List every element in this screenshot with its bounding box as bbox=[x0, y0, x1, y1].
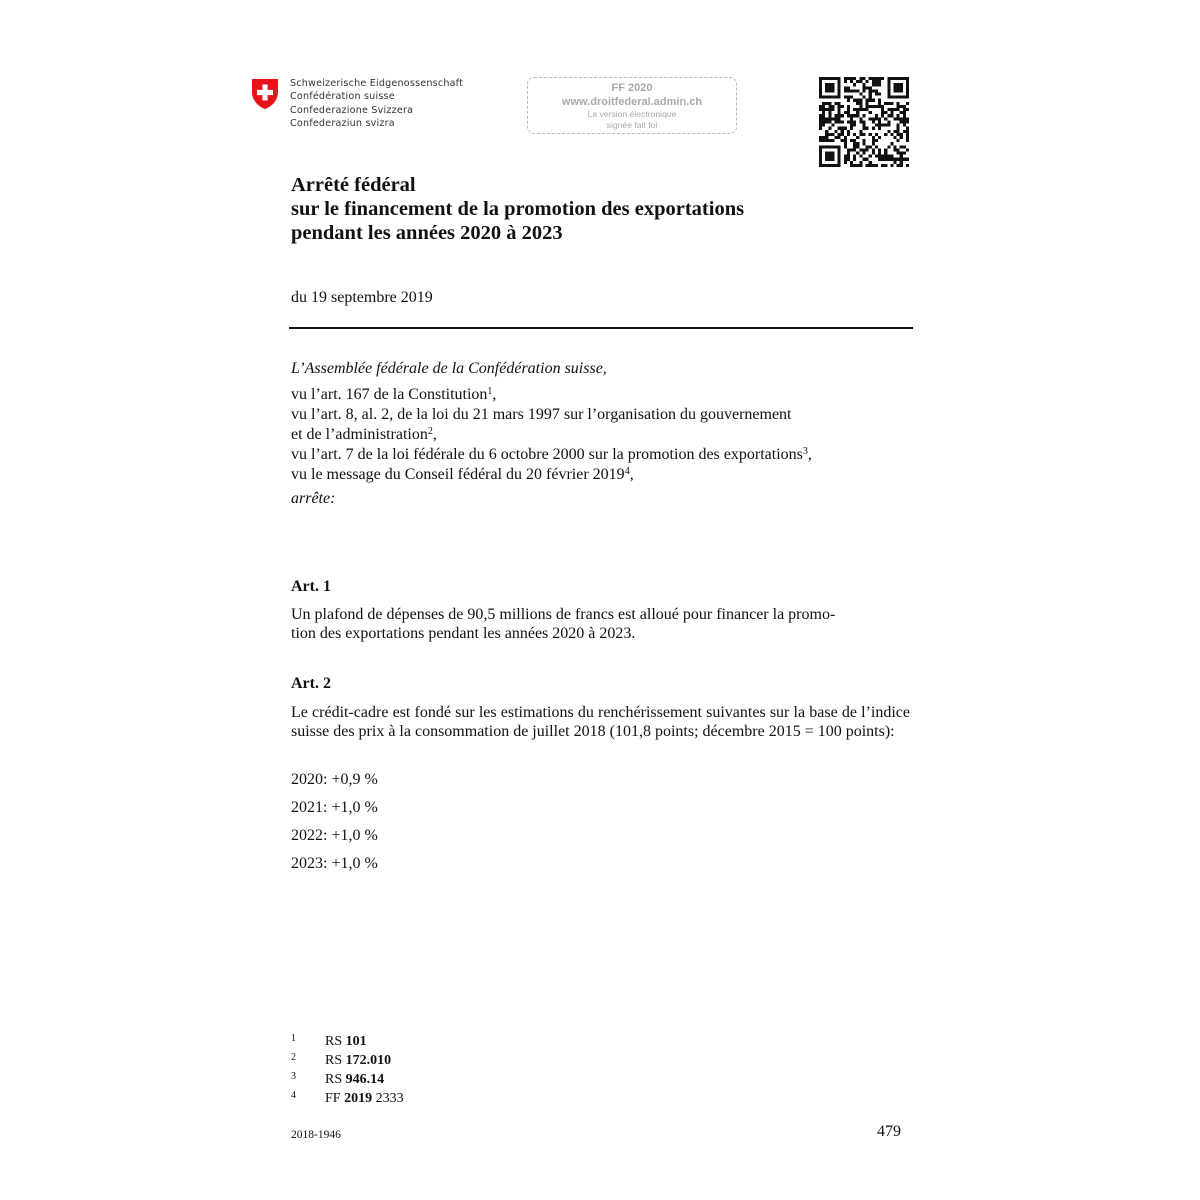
article-heading: Art. 2 bbox=[291, 675, 331, 692]
rate-item: 2021: +1,0 % bbox=[291, 799, 378, 816]
footnote-ref-link[interactable]: 2019 bbox=[344, 1091, 373, 1106]
assembly-line: L’Assemblée fédérale de la Confédération suisse, bbox=[291, 360, 607, 377]
logo-line: Confédération suisse bbox=[290, 91, 395, 103]
title-line: sur le financement de la promotion des exportations bbox=[291, 198, 745, 220]
footnote-ref-link[interactable]: 101 bbox=[345, 1034, 367, 1049]
article-heading: Art. 1 bbox=[291, 578, 331, 595]
stamp-url: www.droitfederal.admin.ch bbox=[561, 96, 703, 108]
ff-stamp bbox=[527, 77, 737, 134]
preamble-punct: , bbox=[807, 446, 812, 463]
footnote-prefix: RS bbox=[325, 1072, 346, 1087]
footnote-ref-link[interactable]: 172.010 bbox=[345, 1053, 392, 1068]
inflation-rates bbox=[291, 770, 378, 882]
logo-line: Confederaziun svizra bbox=[290, 118, 395, 130]
preamble-line: vu l’art. 8, al. 2, de la loi du 21 mars 1997 sur l’organisation du gouvernement bbox=[291, 406, 792, 423]
preamble-text: vu l’art. 7 de la loi fédérale du 6 octobre 2000 sur la promotion des exportations bbox=[291, 446, 803, 463]
preamble-line bbox=[291, 385, 913, 405]
footnote-number: 1 bbox=[291, 1033, 296, 1044]
article-body bbox=[291, 605, 910, 643]
article-body: Le crédit-cadre est fondé sur les estimations du renchérissement suivantes sur la base de l’indice suisse des prix à la consommation de juillet 2018 (101,8 points; décembre 2015 = 100 points): bbox=[291, 704, 910, 740]
footnotes bbox=[291, 1031, 404, 1107]
footnote-ref[interactable]: 3 bbox=[802, 446, 808, 457]
footnote-suffix: 2333 bbox=[372, 1091, 404, 1106]
preamble-punct: , bbox=[432, 426, 437, 443]
preamble-text: vu le message du Conseil fédéral du 20 février 2019 bbox=[291, 466, 625, 483]
logo-line: Schweizerische Eidgenossenschaft bbox=[290, 78, 464, 89]
footnote-ref[interactable]: 2 bbox=[427, 426, 433, 437]
document-title bbox=[291, 173, 911, 245]
footnote bbox=[291, 1069, 404, 1088]
footnote-prefix: RS bbox=[325, 1034, 346, 1049]
document-number: 2018-1946 bbox=[291, 1129, 341, 1141]
preamble-text: vu l’art. 167 de la Constitution bbox=[291, 386, 488, 403]
article-line: Un plafond de dépenses de 90,5 millions de francs est alloué pour financer la promo- bbox=[291, 606, 836, 623]
footnote-number: 4 bbox=[291, 1090, 296, 1101]
divider bbox=[289, 327, 913, 329]
rate-item: 2023: +1,0 % bbox=[291, 855, 378, 872]
footnote-prefix: FF bbox=[325, 1091, 345, 1106]
title-line: pendant les années 2020 à 2023 bbox=[291, 222, 563, 244]
preamble-line bbox=[291, 465, 913, 485]
footnote bbox=[291, 1031, 404, 1050]
footnote-ref-link[interactable]: 946.14 bbox=[345, 1072, 385, 1087]
rate-item: 2022: +1,0 % bbox=[291, 827, 378, 844]
footnote-ref[interactable]: 1 bbox=[487, 386, 493, 397]
rate-item: 2020: +0,9 % bbox=[291, 771, 378, 788]
footnote-number: 2 bbox=[291, 1052, 296, 1063]
preamble-text: et de l’administration bbox=[291, 426, 428, 443]
stamp-note: La version électronique bbox=[587, 109, 677, 119]
qr-code-icon bbox=[819, 77, 909, 167]
footnote bbox=[291, 1050, 404, 1069]
document-date: du 19 septembre 2019 bbox=[291, 289, 433, 306]
confederation-names bbox=[290, 77, 490, 131]
footnote-ref[interactable]: 4 bbox=[624, 466, 630, 477]
stamp-ff: FF 2020 bbox=[611, 82, 653, 94]
page-number: 479 bbox=[877, 1123, 901, 1140]
logo-line: Confederazione Svizzera bbox=[290, 104, 414, 116]
footnote-prefix: RS bbox=[325, 1053, 346, 1068]
preamble-punct: , bbox=[492, 386, 497, 403]
title-line: Arrêté fédéral bbox=[291, 174, 416, 196]
preamble-line bbox=[291, 445, 913, 465]
swiss-shield-icon bbox=[251, 78, 279, 110]
footnote-number: 3 bbox=[291, 1071, 296, 1082]
stamp-note: signée fait foi bbox=[606, 120, 658, 130]
article-line: tion des exportations pendant les années 2020 à 2023. bbox=[291, 625, 636, 642]
preamble-punct: , bbox=[629, 466, 634, 483]
footnote bbox=[291, 1088, 404, 1107]
decree-word: arrête: bbox=[291, 490, 336, 507]
preamble-line bbox=[291, 425, 913, 445]
preamble bbox=[291, 359, 913, 509]
